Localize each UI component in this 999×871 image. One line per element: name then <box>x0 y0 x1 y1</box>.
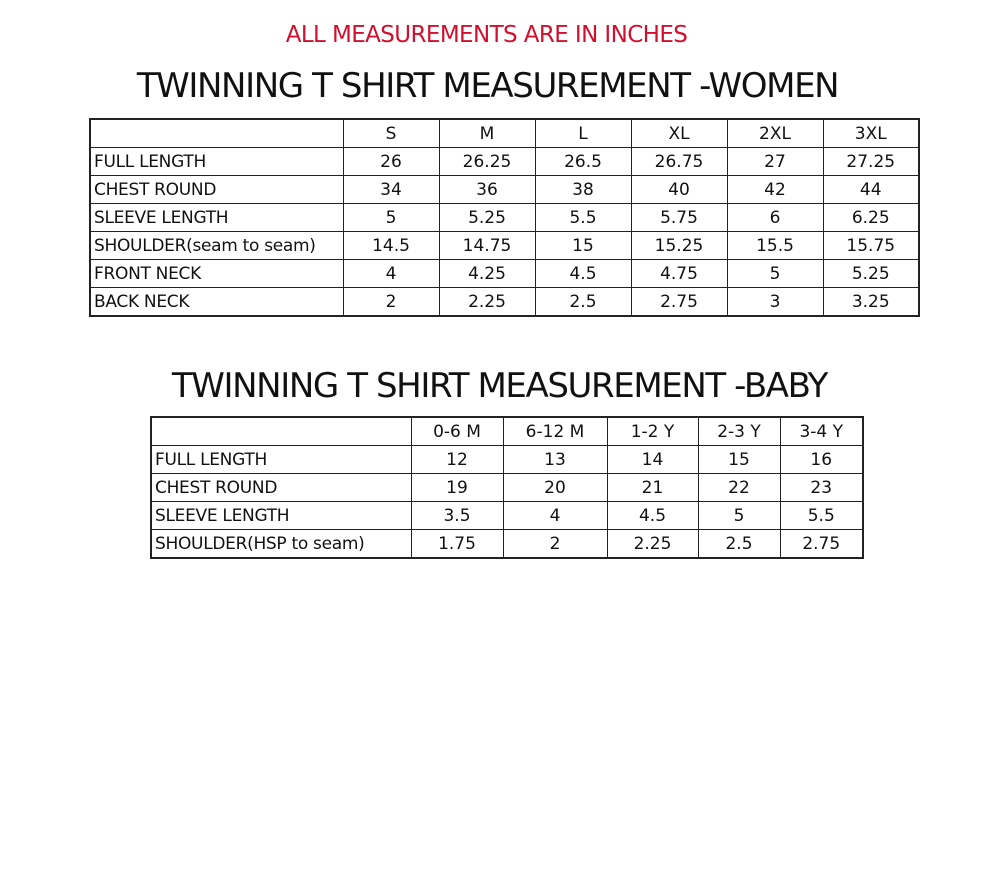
column-header-xl: XL <box>631 119 727 148</box>
table-row <box>151 502 863 530</box>
table-cell: 14 <box>607 446 698 474</box>
header-corner-cell <box>90 119 343 148</box>
column-header-l: L <box>535 119 631 148</box>
table-cell: 5.25 <box>823 260 919 288</box>
row-label: CHEST ROUND <box>90 176 343 204</box>
table-header-row <box>151 417 863 446</box>
table-cell: 4 <box>503 502 607 530</box>
table-cell: 4.75 <box>631 260 727 288</box>
table-cell: 13 <box>503 446 607 474</box>
header-corner-cell <box>151 417 411 446</box>
table-row <box>151 446 863 474</box>
table-cell: 44 <box>823 176 919 204</box>
table-row <box>151 530 863 559</box>
table-cell: 2.75 <box>631 288 727 317</box>
table-row <box>90 204 919 232</box>
column-header-2-3y: 2-3 Y <box>698 417 780 446</box>
table-cell: 27 <box>727 148 823 176</box>
column-header-3xl: 3XL <box>823 119 919 148</box>
table-cell: 2 <box>503 530 607 559</box>
row-label: FULL LENGTH <box>151 446 411 474</box>
row-label: SLEEVE LENGTH <box>151 502 411 530</box>
row-label: BACK NECK <box>90 288 343 317</box>
column-header-m: M <box>439 119 535 148</box>
table-cell: 5.5 <box>780 502 863 530</box>
table-cell: 4.5 <box>535 260 631 288</box>
table-cell: 2 <box>343 288 439 317</box>
row-label: SHOULDER(HSP to seam) <box>151 530 411 559</box>
table-cell: 40 <box>631 176 727 204</box>
row-label: SHOULDER(seam to seam) <box>90 232 343 260</box>
table-cell: 1.75 <box>411 530 503 559</box>
table-cell: 16 <box>780 446 863 474</box>
table-cell: 15.75 <box>823 232 919 260</box>
table-cell: 3.5 <box>411 502 503 530</box>
column-header-2xl: 2XL <box>727 119 823 148</box>
table-cell: 14.5 <box>343 232 439 260</box>
table-cell: 23 <box>780 474 863 502</box>
table-cell: 4.5 <box>607 502 698 530</box>
table-cell: 15.5 <box>727 232 823 260</box>
baby-table-title: TWINNING T SHIRT MEASUREMENT -BABY <box>171 366 828 406</box>
table-cell: 12 <box>411 446 503 474</box>
table-cell: 4 <box>343 260 439 288</box>
row-label: FULL LENGTH <box>90 148 343 176</box>
table-cell: 22 <box>698 474 780 502</box>
table-cell: 20 <box>503 474 607 502</box>
table-cell: 4.25 <box>439 260 535 288</box>
table-cell: 42 <box>727 176 823 204</box>
table-cell: 2.5 <box>535 288 631 317</box>
column-header-3-4y: 3-4 Y <box>780 417 863 446</box>
table-cell: 2.25 <box>607 530 698 559</box>
table-cell: 5.25 <box>439 204 535 232</box>
table-cell: 6 <box>727 204 823 232</box>
table-cell: 5.75 <box>631 204 727 232</box>
column-header-s: S <box>343 119 439 148</box>
column-header-0-6m: 0-6 M <box>411 417 503 446</box>
table-cell: 26 <box>343 148 439 176</box>
table-cell: 5.5 <box>535 204 631 232</box>
table-cell: 2.25 <box>439 288 535 317</box>
table-row <box>90 232 919 260</box>
table-cell: 14.75 <box>439 232 535 260</box>
table-cell: 38 <box>535 176 631 204</box>
table-cell: 5 <box>698 502 780 530</box>
baby-size-table <box>150 416 864 559</box>
table-cell: 15.25 <box>631 232 727 260</box>
table-cell: 15 <box>535 232 631 260</box>
table-cell: 26.25 <box>439 148 535 176</box>
table-row <box>90 176 919 204</box>
table-cell: 2.5 <box>698 530 780 559</box>
table-cell: 2.75 <box>780 530 863 559</box>
column-header-1-2y: 1-2 Y <box>607 417 698 446</box>
table-cell: 19 <box>411 474 503 502</box>
table-cell: 5 <box>727 260 823 288</box>
measurement-unit-notice: ALL MEASUREMENTS ARE IN INCHES <box>285 22 688 48</box>
table-row <box>90 148 919 176</box>
table-cell: 26.75 <box>631 148 727 176</box>
table-header-row <box>90 119 919 148</box>
table-cell: 6.25 <box>823 204 919 232</box>
table-cell: 21 <box>607 474 698 502</box>
table-cell: 26.5 <box>535 148 631 176</box>
row-label: FRONT NECK <box>90 260 343 288</box>
table-row <box>151 474 863 502</box>
column-header-6-12m: 6-12 M <box>503 417 607 446</box>
table-cell: 5 <box>343 204 439 232</box>
table-cell: 3.25 <box>823 288 919 317</box>
table-cell: 27.25 <box>823 148 919 176</box>
table-cell: 3 <box>727 288 823 317</box>
table-cell: 15 <box>698 446 780 474</box>
table-cell: 36 <box>439 176 535 204</box>
table-row <box>90 288 919 317</box>
row-label: SLEEVE LENGTH <box>90 204 343 232</box>
women-table-title: TWINNING T SHIRT MEASUREMENT -WOMEN <box>136 66 839 106</box>
table-row <box>90 260 919 288</box>
women-size-table <box>89 118 920 317</box>
row-label: CHEST ROUND <box>151 474 411 502</box>
table-cell: 34 <box>343 176 439 204</box>
